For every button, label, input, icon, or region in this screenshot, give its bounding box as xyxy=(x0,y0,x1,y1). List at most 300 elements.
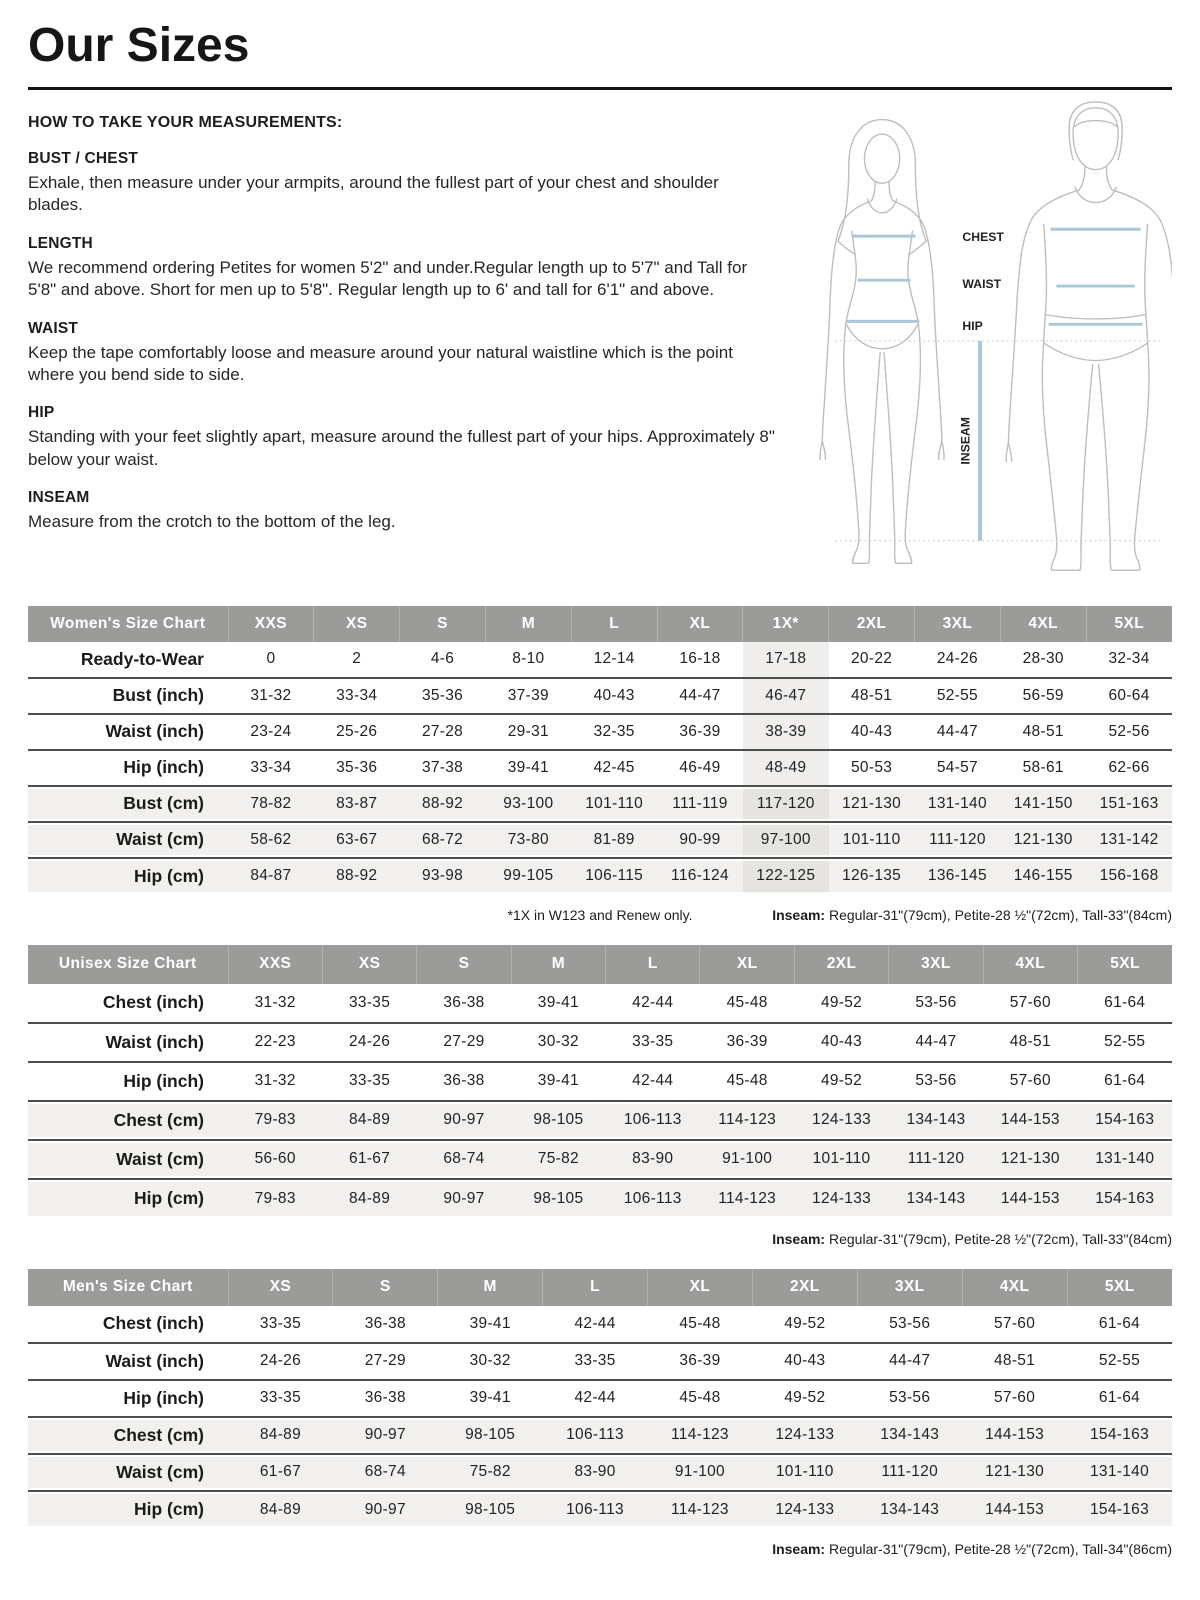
measurement-section-body: Keep the tape comfortably loose and measure around your natural waistline which is the point where you bend side to side. xyxy=(28,342,733,384)
size-cell: 75-82 xyxy=(511,1140,605,1179)
size-cell: 46-47 xyxy=(743,678,829,714)
size-cell: 83-90 xyxy=(606,1140,700,1179)
table-row xyxy=(28,1306,1172,1343)
size-cell: 48-51 xyxy=(851,686,893,704)
measurement-section-heading: BUST / CHEST xyxy=(28,149,139,167)
size-cell: 31-32 xyxy=(254,993,296,1011)
title-divider xyxy=(28,87,1172,90)
size-cell: 33-35 xyxy=(259,1314,302,1332)
size-cell: 121-130 xyxy=(829,786,915,822)
measurement-section-heading: INSEAM xyxy=(28,489,90,507)
size-cell: 36-38 xyxy=(443,1072,485,1090)
size-cell: 144-153 xyxy=(983,1101,1077,1140)
size-cell: 101-110 xyxy=(752,1454,857,1491)
size-cell: 114-123 xyxy=(700,1101,794,1140)
size-cell: 156-168 xyxy=(1086,858,1172,894)
inseam-footnote-label: Inseam: xyxy=(772,1540,826,1557)
row-label: Waist (inch) xyxy=(105,1350,204,1371)
size-column-header: S xyxy=(400,606,486,642)
size-cell: 63-67 xyxy=(314,822,400,858)
size-cell: 84-89 xyxy=(228,1491,333,1528)
womens-1x-footnote: *1X in W123 and Renew only. xyxy=(507,906,693,923)
size-cell: 39-41 xyxy=(469,1314,511,1332)
size-cell: 154-163 xyxy=(1078,1179,1172,1218)
size-cell: 111-120 xyxy=(915,822,1001,858)
size-cell: 61-67 xyxy=(228,1454,333,1491)
row-label: Hip (cm) xyxy=(28,858,228,894)
row-label: Hip (cm) xyxy=(28,1179,228,1218)
size-cell: 81-89 xyxy=(571,822,657,858)
size-cell: 106-113 xyxy=(606,1179,700,1218)
mens-size-chart-section xyxy=(28,1269,1172,1563)
size-cell: 52-55 xyxy=(1104,1033,1146,1051)
size-cell: 114-123 xyxy=(700,1179,794,1218)
size-cell: 98-105 xyxy=(438,1417,543,1454)
size-column-header: L xyxy=(606,945,700,984)
inseam-label: INSEAM xyxy=(958,416,973,465)
size-cell: 134-143 xyxy=(889,1179,983,1218)
row-label: Chest (inch) xyxy=(102,1313,204,1334)
size-cell: 131-140 xyxy=(915,786,1001,822)
size-column-header: 4XL xyxy=(983,945,1077,984)
size-cell: 45-48 xyxy=(679,1389,721,1407)
size-cell: 50-53 xyxy=(851,758,893,776)
size-cell: 101-110 xyxy=(571,786,657,822)
size-column-header: 3XL xyxy=(889,945,983,984)
size-column-header: 4XL xyxy=(962,1269,1067,1306)
size-column-header: 5XL xyxy=(1078,945,1172,984)
size-column-header: S xyxy=(417,945,511,984)
row-label: Hip (cm) xyxy=(28,1491,228,1528)
size-column-header: XS xyxy=(322,945,416,984)
size-cell: 48-51 xyxy=(1009,1033,1051,1051)
size-column-header: XXS xyxy=(228,606,314,642)
size-cell: 42-44 xyxy=(574,1389,616,1407)
row-label: Hip (inch) xyxy=(123,1070,204,1091)
size-cell: 35-36 xyxy=(336,758,378,776)
size-cell: 16-18 xyxy=(679,650,721,668)
waist-label: WAIST xyxy=(962,276,1002,291)
size-cell: 144-153 xyxy=(983,1179,1077,1218)
size-cell: 57-60 xyxy=(1009,993,1051,1011)
size-cell: 45-48 xyxy=(726,1072,768,1090)
size-cell: 39-41 xyxy=(537,1072,579,1090)
size-cell: 111-120 xyxy=(889,1140,983,1179)
size-cell: 53-56 xyxy=(915,993,957,1011)
chest-label: CHEST xyxy=(962,229,1004,244)
measurement-sections xyxy=(28,150,788,534)
size-cell: 84-89 xyxy=(228,1417,333,1454)
size-cell: 31-32 xyxy=(254,1072,296,1090)
size-cell: 49-52 xyxy=(820,1072,863,1090)
mens-table-footnotes xyxy=(28,1539,1172,1563)
size-cell: 116-124 xyxy=(657,858,743,894)
size-column-header: 3XL xyxy=(857,1269,962,1306)
hip-label: HIP xyxy=(962,318,983,333)
size-cell: 117-120 xyxy=(743,786,829,822)
size-cell: 23-24 xyxy=(250,722,292,740)
table-title: Unisex Size Chart xyxy=(28,945,228,984)
size-cell: 39-41 xyxy=(469,1389,511,1407)
table-row xyxy=(28,1101,1172,1140)
size-cell: 36-38 xyxy=(443,993,485,1011)
size-column-header: XS xyxy=(314,606,400,642)
size-cell: 2 xyxy=(352,650,362,668)
size-cell: 134-143 xyxy=(889,1101,983,1140)
size-cell: 90-99 xyxy=(657,822,743,858)
inseam-footnote-label: Inseam: xyxy=(772,906,826,923)
size-cell: 154-163 xyxy=(1067,1417,1172,1454)
table-row xyxy=(28,678,1172,714)
size-cell: 134-143 xyxy=(857,1491,962,1528)
table-row xyxy=(28,1179,1172,1218)
size-cell: 146-155 xyxy=(1000,858,1086,894)
body-measurement-figure xyxy=(792,98,1172,578)
size-cell: 151-163 xyxy=(1086,786,1172,822)
size-cell: 124-133 xyxy=(794,1101,888,1140)
size-column-header: L xyxy=(543,1269,648,1306)
size-cell: 42-44 xyxy=(632,1072,674,1090)
inseam-footnote-text: Regular-31"(79cm), Petite-28 ½"(72cm), Tall-33"(84cm) xyxy=(825,1230,1172,1247)
size-cell: 52-55 xyxy=(936,686,978,704)
size-cell: 131-140 xyxy=(1078,1140,1172,1179)
row-label: Waist (inch) xyxy=(105,1031,204,1052)
measurement-diagram xyxy=(792,98,1172,578)
table-row xyxy=(28,1062,1172,1101)
size-cell: 154-163 xyxy=(1078,1101,1172,1140)
size-cell: 99-105 xyxy=(485,858,571,894)
row-label: Waist (cm) xyxy=(28,1140,228,1179)
table-row xyxy=(28,786,1172,822)
size-cell: 114-123 xyxy=(648,1491,753,1528)
unisex-inseam-footnote xyxy=(772,1231,1172,1247)
size-cell: 93-100 xyxy=(485,786,571,822)
size-cell: 61-67 xyxy=(322,1140,416,1179)
size-cell: 68-72 xyxy=(400,822,486,858)
table-row xyxy=(28,822,1172,858)
size-cell: 38-39 xyxy=(743,714,829,750)
how-to-instructions xyxy=(28,114,788,534)
table-row xyxy=(28,714,1172,750)
size-cell: 126-135 xyxy=(829,858,915,894)
man-figure-outline xyxy=(1006,102,1172,570)
row-label: Chest (inch) xyxy=(102,992,204,1013)
size-column-header: 3XL xyxy=(915,606,1001,642)
size-cell: 62-66 xyxy=(1108,758,1150,776)
size-column-header: 2XL xyxy=(752,1269,857,1306)
size-cell: 88-92 xyxy=(400,786,486,822)
size-cell: 98-105 xyxy=(438,1491,543,1528)
size-cell: 98-105 xyxy=(511,1179,605,1218)
size-column-header: M xyxy=(485,606,571,642)
size-column-header: XL xyxy=(648,1269,753,1306)
table-row xyxy=(28,750,1172,786)
size-cell: 78-82 xyxy=(228,786,314,822)
size-cell: 122-125 xyxy=(743,858,829,894)
size-cell: 0 xyxy=(266,650,276,668)
size-cell: 45-48 xyxy=(679,1314,721,1332)
size-cell: 68-74 xyxy=(333,1454,438,1491)
page-title: Our Sizes xyxy=(28,19,250,72)
size-cell: 57-60 xyxy=(993,1389,1036,1407)
table-row xyxy=(28,858,1172,894)
row-label: Chest (cm) xyxy=(28,1417,228,1454)
size-cell: 37-38 xyxy=(421,758,464,776)
size-cell: 44-47 xyxy=(679,686,721,704)
size-cell: 24-26 xyxy=(936,650,978,668)
size-cell: 88-92 xyxy=(314,858,400,894)
size-cell: 134-143 xyxy=(857,1417,962,1454)
size-cell: 44-47 xyxy=(936,722,978,740)
size-cell: 68-74 xyxy=(417,1140,511,1179)
measurement-section-body: Exhale, then measure under your armpits, around the fullest part of your chest and shoulder blades. xyxy=(28,172,719,215)
womens-size-chart-table xyxy=(28,606,1172,894)
measurement-section-heading: WAIST xyxy=(28,319,79,337)
size-cell: 53-56 xyxy=(889,1389,931,1407)
size-column-header: 4XL xyxy=(1000,606,1086,642)
inseam-footnote-text: Regular-31"(79cm), Petite-28 ½"(72cm), Tall-34"(86cm) xyxy=(825,1540,1172,1557)
size-cell: 58-61 xyxy=(1022,758,1064,776)
size-cell: 111-119 xyxy=(657,786,743,822)
unisex-size-chart-table xyxy=(28,945,1172,1218)
size-cell: 35-36 xyxy=(421,686,464,704)
table-row xyxy=(28,1454,1172,1491)
size-cell: 141-150 xyxy=(1000,786,1086,822)
size-cell: 24-26 xyxy=(259,1352,302,1370)
size-cell: 39-41 xyxy=(507,758,549,776)
size-cell: 101-110 xyxy=(794,1140,888,1179)
size-cell: 56-60 xyxy=(228,1140,322,1179)
size-cell: 17-18 xyxy=(743,642,829,678)
row-label: Chest (cm) xyxy=(28,1101,228,1140)
size-cell: 83-87 xyxy=(314,786,400,822)
size-cell: 73-80 xyxy=(485,822,571,858)
womens-size-chart-section xyxy=(28,606,1172,929)
measurement-section-body: We recommend ordering Petites for women 5'2" and under.Regular length up to 5'7" and Tall for 5'8" and above. Short for men up to 5'8". Regular length up to 6' and tall for 6'1" and above. xyxy=(28,257,748,300)
size-cell: 22-23 xyxy=(254,1033,296,1051)
measurement-instructions-section xyxy=(28,114,1172,590)
size-cell: 40-43 xyxy=(593,686,635,704)
size-cell: 49-52 xyxy=(784,1389,826,1407)
size-cell: 58-62 xyxy=(228,822,314,858)
row-label: Waist (cm) xyxy=(28,1454,228,1491)
size-cell: 32-35 xyxy=(593,722,635,740)
size-cell: 79-83 xyxy=(228,1179,322,1218)
womens-table-footnotes xyxy=(28,905,1172,929)
inseam-reference-dotted-lines xyxy=(835,341,1160,541)
table-row xyxy=(28,1023,1172,1062)
inseam-footnote-label: Inseam: xyxy=(772,1230,826,1247)
size-column-header: 5XL xyxy=(1067,1269,1172,1306)
size-cell: 53-56 xyxy=(915,1072,957,1090)
size-cell: 79-83 xyxy=(228,1101,322,1140)
row-label: Ready-to-Wear xyxy=(80,648,204,669)
size-cell: 75-82 xyxy=(438,1454,543,1491)
size-cell: 30-32 xyxy=(469,1352,511,1370)
table-row xyxy=(28,1417,1172,1454)
size-cell: 53-56 xyxy=(889,1314,931,1332)
table-title: Women's Size Chart xyxy=(28,606,228,642)
size-cell: 61-64 xyxy=(1098,1314,1141,1332)
size-cell: 124-133 xyxy=(794,1179,888,1218)
size-column-header: 2XL xyxy=(794,945,888,984)
row-label: Bust (inch) xyxy=(112,685,204,706)
size-cell: 84-89 xyxy=(322,1101,416,1140)
table-row xyxy=(28,984,1172,1023)
size-cell: 39-41 xyxy=(537,993,579,1011)
row-label: Bust (cm) xyxy=(28,786,228,822)
size-cell: 27-28 xyxy=(421,722,464,740)
size-cell: 44-47 xyxy=(889,1352,931,1370)
size-cell: 144-153 xyxy=(962,1491,1067,1528)
size-column-header: 5XL xyxy=(1086,606,1172,642)
inseam-footnote-text: Regular-31"(79cm), Petite-28 ½"(72cm), Tall-33"(84cm) xyxy=(825,906,1172,923)
size-cell: 33-34 xyxy=(250,758,292,776)
size-cell: 8-10 xyxy=(512,650,545,668)
table-row xyxy=(28,1380,1172,1417)
size-cell: 49-52 xyxy=(820,993,863,1011)
size-column-header: XS xyxy=(228,1269,333,1306)
size-cell: 60-64 xyxy=(1108,686,1150,704)
size-cell: 27-29 xyxy=(364,1352,406,1370)
row-label: Waist (inch) xyxy=(105,721,204,742)
size-cell: 106-113 xyxy=(543,1491,648,1528)
row-label: Hip (inch) xyxy=(123,757,204,778)
size-column-header: XXS xyxy=(228,945,322,984)
size-cell: 93-98 xyxy=(400,858,486,894)
size-cell: 154-163 xyxy=(1067,1491,1172,1528)
measurement-section-heading: LENGTH xyxy=(28,234,93,252)
size-cell: 40-43 xyxy=(851,722,893,740)
size-cell: 48-51 xyxy=(993,1352,1036,1370)
size-cell: 84-87 xyxy=(228,858,314,894)
size-cell: 12-14 xyxy=(593,650,635,668)
size-cell: 131-140 xyxy=(1067,1454,1172,1491)
size-cell: 124-133 xyxy=(752,1491,857,1528)
size-cell: 32-34 xyxy=(1108,650,1150,668)
size-cell: 136-145 xyxy=(915,858,1001,894)
size-cell: 121-130 xyxy=(983,1140,1077,1179)
size-cell: 40-43 xyxy=(820,1033,863,1051)
size-cell: 45-48 xyxy=(726,993,768,1011)
size-cell: 33-35 xyxy=(574,1352,616,1370)
size-cell: 84-89 xyxy=(322,1179,416,1218)
size-cell: 48-51 xyxy=(1022,722,1064,740)
size-cell: 20-22 xyxy=(851,650,893,668)
size-cell: 31-32 xyxy=(250,686,292,704)
unisex-table-footnotes xyxy=(28,1229,1172,1253)
size-cell: 36-39 xyxy=(679,722,721,740)
size-cell: 131-142 xyxy=(1086,822,1172,858)
size-cell: 42-44 xyxy=(632,993,674,1011)
how-to-heading: HOW TO TAKE YOUR MEASUREMENTS: xyxy=(28,113,343,131)
table-row xyxy=(28,1140,1172,1179)
size-cell: 144-153 xyxy=(962,1417,1067,1454)
size-cell: 90-97 xyxy=(417,1179,511,1218)
woman-figure-outline xyxy=(820,119,944,563)
size-cell: 36-38 xyxy=(364,1389,406,1407)
size-cell: 61-64 xyxy=(1098,1389,1141,1407)
size-cell: 46-49 xyxy=(679,758,721,776)
size-cell: 30-32 xyxy=(537,1033,579,1051)
size-cell: 57-60 xyxy=(1009,1072,1051,1090)
size-cell: 52-56 xyxy=(1108,722,1150,740)
size-cell: 33-34 xyxy=(336,686,378,704)
table-row xyxy=(28,1491,1172,1528)
measurement-section-body: Standing with your feet slightly apart, measure around the fullest part of your hips. Approximately 8" below your waist. xyxy=(28,427,775,469)
size-cell: 36-38 xyxy=(364,1314,406,1332)
size-cell: 111-120 xyxy=(857,1454,962,1491)
size-cell: 90-97 xyxy=(333,1417,438,1454)
size-cell: 97-100 xyxy=(743,822,829,858)
size-cell: 29-31 xyxy=(507,722,549,740)
size-cell: 33-35 xyxy=(259,1389,302,1407)
size-cell: 42-44 xyxy=(574,1314,616,1332)
size-cell: 91-100 xyxy=(700,1140,794,1179)
size-cell: 124-133 xyxy=(752,1417,857,1454)
size-cell: 83-90 xyxy=(543,1454,648,1491)
measurement-lines xyxy=(847,229,1143,541)
table-row xyxy=(28,642,1172,678)
mens-inseam-footnote xyxy=(772,1541,1172,1557)
mens-size-chart-table xyxy=(28,1269,1172,1528)
size-cell: 33-35 xyxy=(632,1033,674,1051)
size-cell: 121-130 xyxy=(962,1454,1067,1491)
size-cell: 101-110 xyxy=(829,822,915,858)
size-cell: 33-35 xyxy=(349,1072,391,1090)
size-cell: 49-52 xyxy=(784,1314,826,1332)
size-cell: 33-35 xyxy=(349,993,391,1011)
size-cell: 52-55 xyxy=(1098,1352,1141,1370)
size-column-header: M xyxy=(438,1269,543,1306)
size-cell: 91-100 xyxy=(648,1454,753,1491)
measurement-section-heading: HIP xyxy=(28,404,55,422)
row-label: Waist (cm) xyxy=(28,822,228,858)
size-cell: 106-113 xyxy=(606,1101,700,1140)
size-cell: 44-47 xyxy=(915,1033,957,1051)
size-cell: 61-64 xyxy=(1104,993,1146,1011)
size-column-header: L xyxy=(571,606,657,642)
size-cell: 48-49 xyxy=(743,750,829,786)
size-cell: 114-123 xyxy=(648,1417,753,1454)
size-cell: 56-59 xyxy=(1022,686,1064,704)
size-cell: 90-97 xyxy=(417,1101,511,1140)
unisex-size-chart-section xyxy=(28,945,1172,1253)
womens-inseam-footnote xyxy=(772,907,1172,923)
size-cell: 24-26 xyxy=(349,1033,391,1051)
size-column-header: 1X* xyxy=(743,606,829,642)
size-cell: 42-45 xyxy=(593,758,635,776)
table-title: Men's Size Chart xyxy=(28,1269,228,1306)
table-row xyxy=(28,1343,1172,1380)
size-column-header: S xyxy=(333,1269,438,1306)
size-cell: 28-30 xyxy=(1022,650,1064,668)
size-cell: 54-57 xyxy=(936,758,978,776)
size-cell: 40-43 xyxy=(784,1352,826,1370)
measurement-section-body: Measure from the crotch to the bottom of the leg. xyxy=(28,512,396,532)
size-column-header: M xyxy=(511,945,605,984)
size-cell: 37-39 xyxy=(507,686,549,704)
size-column-header: XL xyxy=(657,606,743,642)
size-column-header: XL xyxy=(700,945,794,984)
size-cell: 4-6 xyxy=(430,650,455,668)
size-cell: 36-39 xyxy=(726,1033,768,1051)
size-cell: 36-39 xyxy=(679,1352,721,1370)
size-cell: 98-105 xyxy=(511,1101,605,1140)
size-cell: 61-64 xyxy=(1104,1072,1146,1090)
size-cell: 25-26 xyxy=(336,722,378,740)
size-column-header: 2XL xyxy=(829,606,915,642)
